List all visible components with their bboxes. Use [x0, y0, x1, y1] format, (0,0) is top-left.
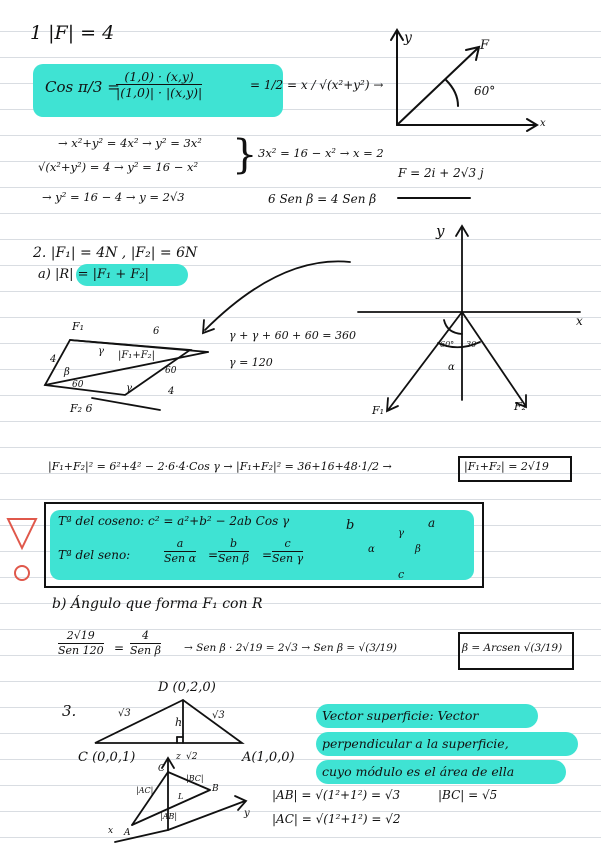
pg-beta: β — [64, 367, 70, 378]
cos-lhs: Cos π/3 = — [45, 78, 120, 96]
part-b-frac-1-den: Sen 120 — [58, 643, 104, 657]
axes3d-z: z — [176, 752, 181, 762]
gamma-value: γ = 120 — [229, 356, 273, 369]
axes2-f1: F₁ — [372, 404, 385, 417]
part-b-frac-1-num: 2√19 — [66, 629, 95, 642]
part-b-steps: → Sen β · 2√19 = 2√3 → Sen β = √(3/19) — [184, 642, 397, 654]
tri-b: b — [346, 518, 355, 533]
part-b-label: b) Ángulo que forma F₁ con R — [52, 596, 263, 612]
sin-note: 6 Sen β = 4 Sen β — [268, 192, 377, 206]
part-a-label: a) |R| = |F₁ + F₂| — [38, 267, 150, 282]
cos-fraction-num: (1,0) · (x,y) — [124, 69, 194, 84]
point-c: C (0,0,1) — [78, 750, 136, 765]
angle-60-label: 60° — [474, 84, 496, 98]
pg-diagonal-label: |F₁+F₂| — [118, 350, 156, 361]
result-vector: F = 2i + 2√3 j — [398, 166, 484, 180]
height-h: h — [175, 716, 183, 729]
magnitude-result: |F₁+F₂| = 2√19 — [464, 460, 549, 473]
axes3d-cz: √2 — [186, 752, 198, 762]
angle-sum-eq: γ + γ + 60 + 60 = 360 — [229, 329, 356, 342]
section-3-heading: 3. — [62, 702, 77, 720]
y-axis-label-1: y — [404, 30, 412, 46]
axes2-60: 60° — [440, 340, 455, 349]
axes2-alpha: α — [448, 362, 455, 373]
magnitude-equation: |F₁+F₂|² = 6²+4² − 2·6·4·Cos γ → |F₁+F₂|² = 36+16+48·1/2 → — [48, 460, 392, 473]
brace: } — [232, 132, 258, 178]
x-axis-label-1: x — [540, 118, 546, 129]
tri-alpha: α — [368, 544, 375, 555]
point-d: D (0,2,0) — [158, 680, 216, 695]
eq-sign: = — [208, 548, 219, 562]
line-2: → x²+y² = 4x² → y² = 3x² — [58, 136, 202, 150]
pg-side-4: 4 — [50, 354, 57, 365]
vec-sup-line-3: cuyo módulo es el área de ella — [322, 764, 515, 779]
axes3d-b: B — [212, 784, 219, 794]
pg-60-left: 60 — [72, 380, 84, 390]
pg-60-right: 60 — [165, 366, 177, 376]
part-b-frac-2-den: Sen β — [130, 643, 161, 657]
axes3d-y: y — [244, 808, 250, 819]
sqrt3-right: √3 — [212, 710, 225, 721]
line-3: √(x²+y²) = 4 → y² = 16 − x² — [38, 160, 199, 174]
part-b-frac-2 — [130, 630, 161, 656]
sine-frac-b — [218, 538, 249, 564]
tri-a: a — [428, 516, 436, 530]
section-2-heading: 2. |F₁| = 4N , |F₂| = 6N — [33, 245, 198, 261]
tri-beta: β — [415, 544, 421, 555]
sine-law-lhs: Tª del seno: — [58, 548, 131, 562]
pg-f2-bottom: F₂ 6 — [70, 402, 93, 415]
sine-frac-c — [272, 538, 303, 564]
eq-sign: = — [114, 641, 125, 655]
axes3d-x: x — [108, 826, 114, 836]
sine-b-den: Sen β — [218, 551, 249, 565]
half-equation: = 1/2 = x / √(x²+y²) → — [250, 78, 384, 92]
axes2-x: x — [576, 314, 583, 328]
tri-gamma: γ — [398, 528, 404, 539]
axes3d-a: A — [124, 828, 131, 838]
sine-c-num: c — [284, 537, 291, 550]
pg-gamma-bottom: γ — [126, 383, 132, 394]
pg-c-top: 6 — [153, 326, 160, 337]
vec-sup-line-1: Vector superficie: Vector — [322, 708, 479, 723]
sine-a-den: Sen α — [164, 551, 197, 565]
f-label-1: F — [480, 38, 490, 53]
tri-c: c — [398, 568, 405, 581]
axes3d-ab: |AB| — [160, 812, 178, 821]
eq-sign: = — [262, 548, 273, 562]
axes3d-bc: |BC| — [186, 774, 204, 783]
ab-magnitude: |AB| = √(1²+1²) = √3 — [272, 788, 401, 802]
part-b-result: β = Arcsen √(3/19) — [462, 642, 563, 654]
sine-c-den: Sen γ — [272, 551, 304, 565]
axes3d-ac: |AC| — [136, 786, 154, 795]
part-b-frac-1 — [58, 630, 104, 656]
pg-f1-top: F₁ — [72, 320, 85, 333]
point-a: A(1,0,0) — [242, 750, 295, 765]
line-4: → y² = 16 − 4 → y = 2√3 — [42, 190, 185, 204]
brace-result: 3x² = 16 − x² → x = 2 — [258, 146, 384, 160]
sine-b-num: b — [229, 537, 238, 550]
pg-side-4-right: 4 — [168, 386, 175, 397]
part-b-frac-2-num: 4 — [142, 629, 149, 642]
axes2-30: 30 — [466, 340, 477, 349]
cos-fraction-den: |(1,0)| · |(x,y)| — [116, 85, 203, 101]
pg-gamma-top: γ — [98, 346, 104, 357]
ac-magnitude: |AC| = √(1²+1²) = √2 — [272, 812, 401, 826]
axes2-y: y — [436, 222, 445, 240]
cosine-law: Tª del coseno: c² = a²+b² − 2ab Cos γ — [58, 514, 290, 528]
axes2-f2: F₂ — [514, 400, 527, 413]
bc-magnitude: |BC| = √5 — [438, 788, 498, 802]
vec-sup-line-2: perpendicular a la superficie, — [322, 736, 509, 751]
section-1-heading: 1 |F| = 4 — [30, 22, 115, 44]
sine-a-num: a — [176, 537, 184, 550]
sine-frac-a — [164, 538, 196, 564]
sqrt3-left: √3 — [118, 708, 131, 719]
axes3d-c: C — [158, 764, 165, 774]
axes3d-l: L — [178, 792, 184, 801]
